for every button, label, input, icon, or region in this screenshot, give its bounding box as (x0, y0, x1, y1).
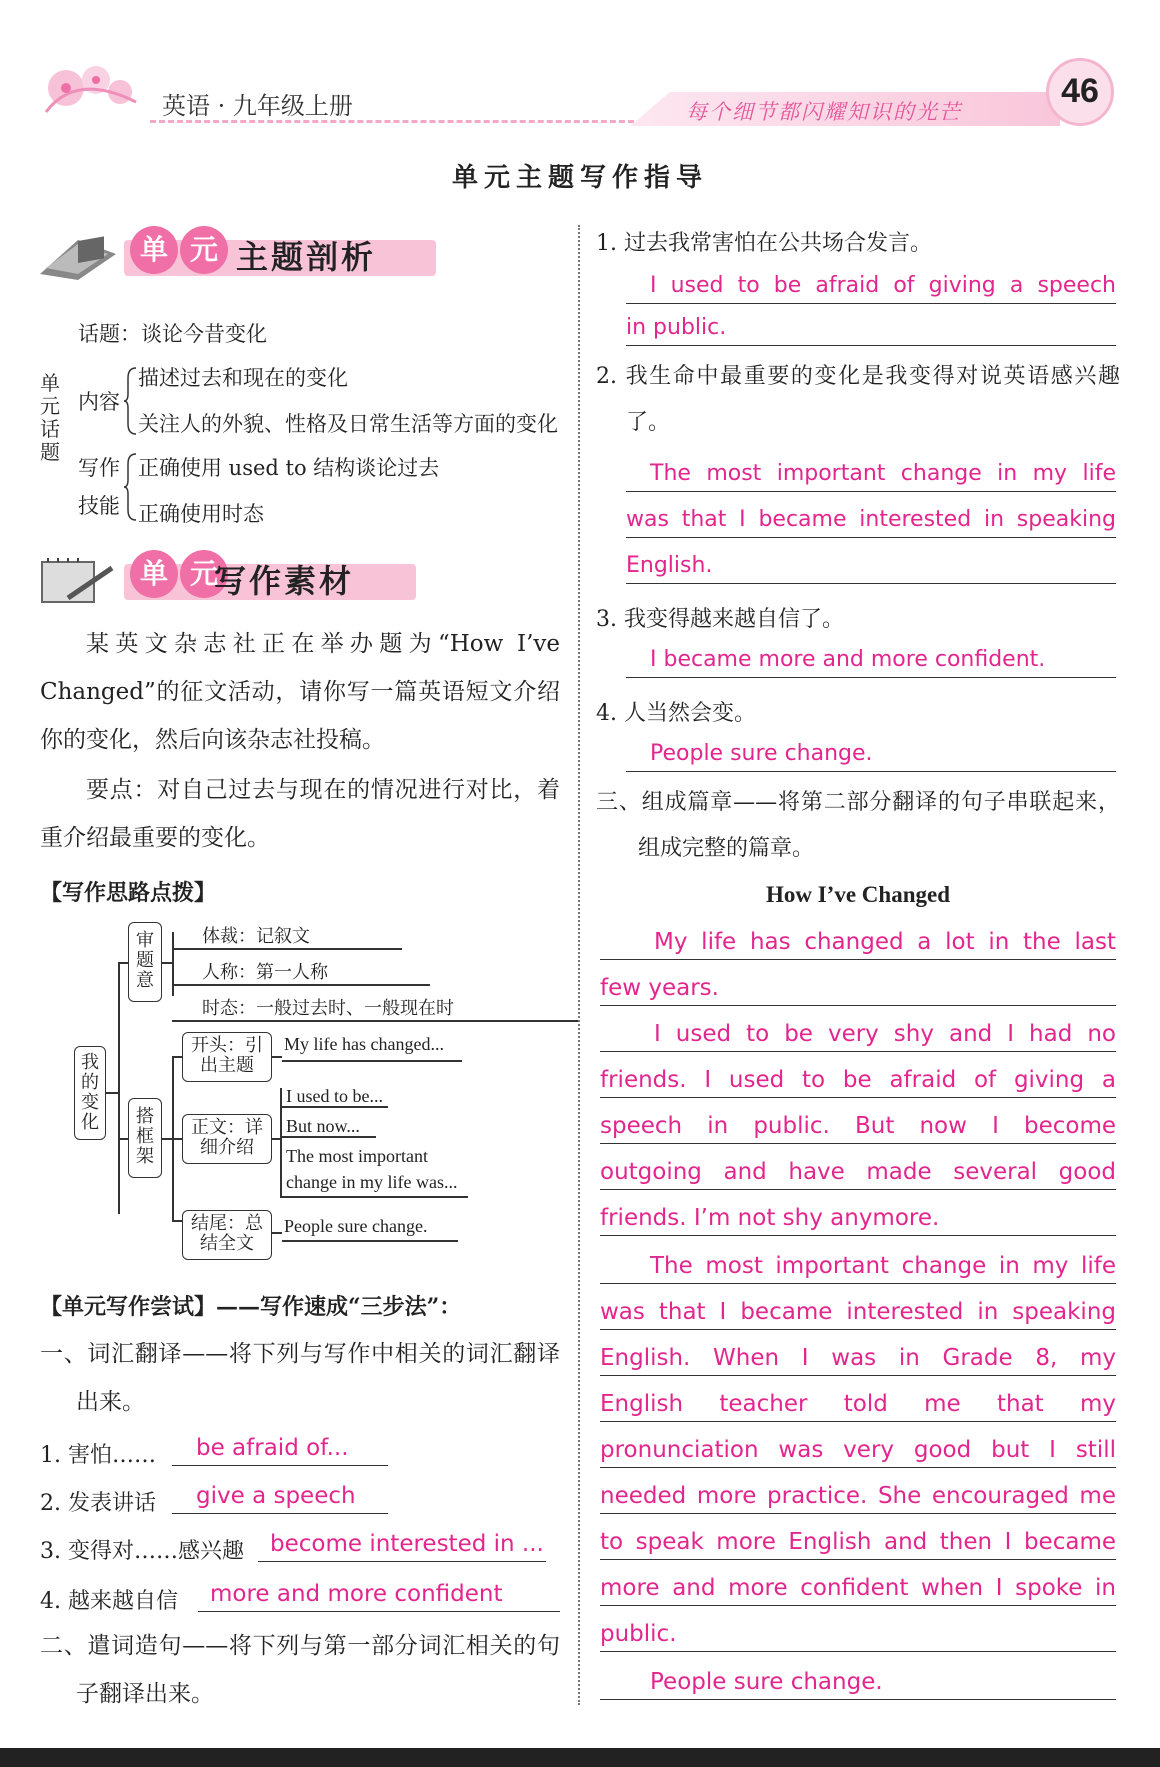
page-number: 46 (1046, 58, 1114, 126)
vocab-question: 4. 越来越自信 (40, 1589, 178, 1614)
essay-line: English. When I was in Grade 8, my (600, 1336, 1116, 1376)
content-item: 描述过去和现在的变化 (138, 366, 348, 390)
section-banner-writing-material: 单 元 写作素材 (38, 548, 383, 604)
ideas-heading: 【写作思路点拨】 (40, 880, 217, 906)
sentence-question: 3. 我变得越来越自信了。 (596, 607, 844, 632)
task-paragraph: 某英文杂志社正在举办题为“How I’ve Changed”的征文活动，请你写一篇英语短文介绍你的变化，然后向该杂志社投稿。 (40, 631, 560, 753)
vocab-answer: become interested in ... (258, 1522, 546, 1562)
mindmap-leaf: People sure change. (284, 1216, 428, 1236)
writing-mindmap (70, 920, 540, 1270)
practice-heading: 【单元写作尝试】——写作速成“三步法”： (40, 1294, 462, 1320)
mindmap-root: 我的变化 (74, 1046, 106, 1140)
essay-line: I used to be very shy and I had no (600, 1012, 1116, 1052)
skill-label: 技能 (78, 494, 120, 518)
vocab-answer: more and more confident (198, 1572, 560, 1612)
essay-line: English teacher told me that my (600, 1382, 1116, 1422)
skill-item: 正确使用 used to 结构谈论过去 (138, 456, 440, 480)
mindmap-leaf: My life has changed... (284, 1034, 444, 1054)
brace-icon (124, 452, 138, 522)
notepad-icon (38, 558, 118, 604)
essay-line: pronunciation was very good but I still (600, 1428, 1116, 1468)
essay-line: My life has changed a lot in the last (600, 920, 1116, 960)
step-two-instruction: 二、遣词造句——将下列与第一部分词汇相关的句子翻译出来。 (40, 1633, 560, 1707)
mindmap-leaf: I used to be... (286, 1086, 383, 1106)
vocab-question: 2. 发表讲话 (40, 1491, 156, 1516)
sentence-question: 4. 人当然会变。 (596, 701, 756, 726)
points-paragraph: 要点：对自己过去与现在的情况进行对比，着重介绍最重要的变化。 (40, 777, 560, 851)
essay-line: The most important change in my life (600, 1244, 1116, 1284)
books-icon (38, 234, 118, 280)
mindmap-opening: 开头：引出主题 (182, 1032, 272, 1082)
section-heading: 写作素材 (214, 562, 355, 600)
vocab-answer: give a speech (172, 1474, 388, 1514)
vocab-question: 3. 变得对……感兴趣 (40, 1539, 244, 1564)
skill-item: 正确使用时态 (138, 502, 264, 526)
sentence-answer-line: was that I became interested in speaking (626, 498, 1116, 538)
header-dashed-rule (150, 120, 670, 123)
step-one-instruction: 一、词汇翻译——将下列与写作中相关的词汇翻译出来。 (40, 1341, 560, 1415)
essay-line: public. (600, 1612, 1116, 1652)
essay-line: more and more confident when I spoke in (600, 1566, 1116, 1606)
sentence-answer-line: People sure change. (626, 732, 1116, 772)
vocab-answer: be afraid of... (172, 1426, 388, 1466)
sentence-question: 1. 过去我常害怕在公共场合发言。 (596, 231, 932, 256)
essay-line: friends. I used to be afraid of giving a (600, 1058, 1116, 1098)
skill-label: 写作 (78, 456, 120, 480)
essay-line: to speak more English and then I became (600, 1520, 1116, 1560)
sentence-answer-line: I used to be afraid of giving a speech (626, 264, 1116, 304)
sentence-answer-line: The most important change in my life (626, 452, 1116, 492)
book-title: 英语 · 九年级上册 (162, 92, 353, 120)
section-heading: 主题剖析 (236, 238, 377, 276)
mindmap-leaf: 体裁：记叙文 (202, 926, 310, 947)
section-banner-topic-analysis: 单 元 主题剖析 (38, 224, 398, 280)
mindmap-leaf: change in my life was... (286, 1172, 458, 1192)
essay-title: How I’ve Changed (765, 882, 950, 907)
sentence-answer-line: in public. (626, 306, 1116, 346)
content-item: 关注人的外貌、性格及日常生活等方面的变化 (138, 412, 558, 436)
mindmap-leaf: But now... (286, 1116, 360, 1136)
sentence-answer-line: English. (626, 544, 1116, 584)
brace-icon (124, 366, 138, 436)
topic-line: 话题：谈论今昔变化 (78, 322, 267, 346)
mindmap-branch-framework: 搭框架 (128, 1098, 162, 1178)
sentence-answer-line: I became more and more confident. (626, 638, 1116, 678)
essay-line: needed more practice. She encouraged me (600, 1474, 1116, 1514)
sentence-question: 2. 我生命中最重要的变化是我变得对说英语感兴趣了。 (596, 364, 1120, 435)
mindmap-leaf: The most important (286, 1146, 428, 1166)
mindmap-leaf: 时态：一般过去时、一般现在时 (202, 998, 454, 1019)
floral-ornament-icon (36, 52, 146, 122)
mindmap-branch-analyze: 审题意 (128, 922, 162, 1002)
page-bottom-edge (0, 1748, 1160, 1767)
step-three-instruction: 三、组成篇章——将第二部分翻译的句子串联起来，组成完整的篇章。 (596, 790, 1120, 861)
mindmap-leaf: 人称：第一人称 (202, 962, 328, 983)
column-separator (578, 225, 580, 1705)
essay-line: speech in public. But now I become (600, 1104, 1116, 1144)
essay-line: People sure change. (600, 1660, 1116, 1700)
content-label: 内容 (78, 390, 120, 414)
essay-line: few years. (600, 966, 1116, 1006)
header-motto: 每个细节都闪耀知识的光芒 (686, 100, 962, 124)
mindmap-ending: 结尾：总结全文 (182, 1210, 272, 1260)
mindmap-body: 正文：详细介绍 (182, 1114, 272, 1164)
essay-line: outgoing and have made several good (600, 1150, 1116, 1190)
page-title: 单元主题写作指导 (451, 163, 708, 193)
unit-topic-side-label: 单元话题 (40, 371, 60, 464)
essay-line: was that I became interested in speaking (600, 1290, 1116, 1330)
essay-line: friends. I’m not shy anymore. (600, 1196, 1116, 1236)
vocab-question: 1. 害怕…… (40, 1443, 156, 1468)
